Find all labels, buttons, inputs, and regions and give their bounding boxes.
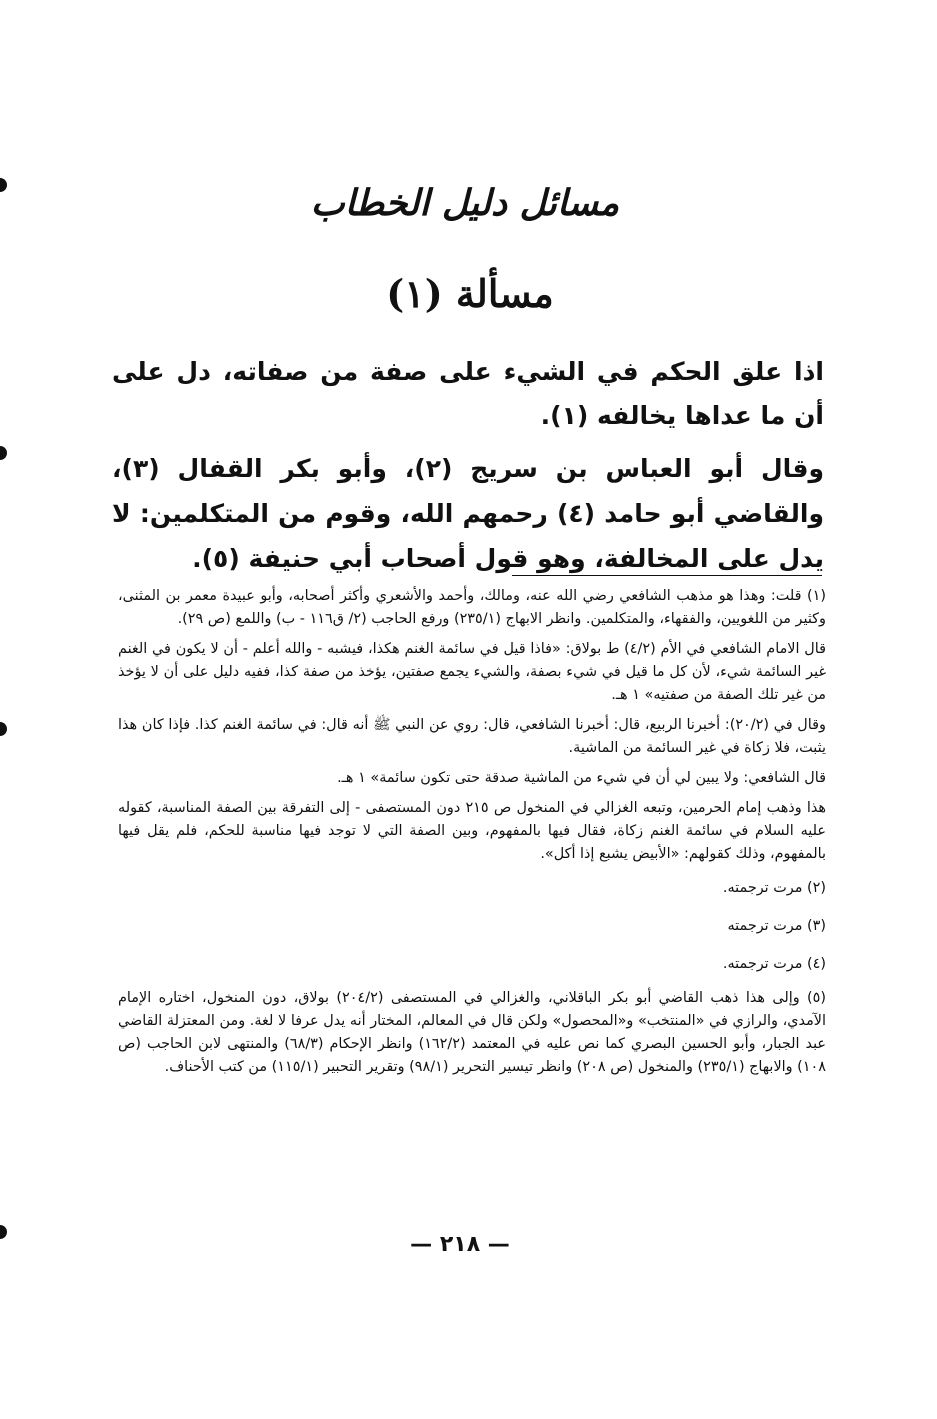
footnotes [118,585,826,1086]
footnote-separator [512,575,822,576]
footnote-4: (٤) مرت ترجمته. [722,956,826,972]
scan-edge-mark [0,446,7,460]
page-number: — ٢١٨ — [410,1232,510,1257]
footnote-3: (٣) مرت ترجمته [727,918,826,934]
footnote-1-quote-umm: قال الامام الشافعي في الأم (٤/٢) ط بولاق: «فاذا قيل في سائمة الغنم هكذا، فيشبه - والله أعلم - أن لا يكون في الغنم غير السائمة شيء، لأن كل ما قيل في شيء بصفة، والشيء يجمع صفتين، يؤخذ من صفة كذا، ففيه دليل على أن لا يؤخذ من غير تلك الصفة من صفتيه» ١ هـ. [118,641,827,703]
scan-edge-mark [0,1225,7,1239]
footnote-5: (٥) وإلى هذا ذهب القاضي أبو بكر الباقلاني، والغزالي في المستصفى (٢٠٤/٢) بولاق، دون المنخول، اختاره الإمام الآمدي، والرازي في «المنتخب» و«المحصول» ولكن قال في المعالم، المختار أنه يدل عرفا لا لغة. ومن المعتزلة القاضي عبد الجبار، وأبو الحسين البصري كما نص عليه في المعتمد (١٦٢/٢) وانظر الإحكام (٦٨/٣) والمنتهى لابن الحاجب (ص ١٠٨) والابهاج (٢٣٥/١) والمنخول (ص ٢٠٨) وانظر تيسير التحرير (٩٨/١) وتقرير التحبير (١١٥/١) من كتب الأحناف. [118,990,827,1075]
scan-edge-mark [0,178,7,192]
main-paragraph-2: وقال أبو العباس بن سريج (٢)، وأبو بكر القفال (٣)، والقاضي أبو حامد (٤) رحمهم الله، وقوم من المتكلمين: لا يدل على المخالفة، وهو قول أصحاب أبي حنيفة (٥). [112,454,824,573]
footnote-1-quote-2: وقال في (٢٠/٢): أخبرنا الربيع، قال: أخبرنا الشافعي، قال: روي عن النبي ﷺ أنه قال: في سائمة الغنم كذا. فإذا كان هذا يثبت، فلا زكاة في غير السائمة من الماشية. [118,717,826,756]
footnote-1: (١) قلت: وهذا هو مذهب الشافعي رضي الله عنه، ومالك، وأحمد والأشعري وأكثر أصحابه، وأبو عبيدة معمر بن المثنى، وكثير من اللغويين، والفقهاء، والمتكلمين. وانظر الابهاج (٢٣٥/١) ورفع الحاجب (٢/ ق١١٦ - ب) واللمع (ص ٢٩). [118,588,826,627]
main-paragraph-1: اذا علق الحكم في الشيء على صفة من صفاته، دل على أن ما عداها يخالفه (١). [112,357,824,430]
scan-edge-mark [0,722,7,736]
footnote-1-imam-haramayn: هذا وذهب إمام الحرمين، وتبعه الغزالي في المنخول ص ٢١٥ دون المستصفى - إلى التفرقة بين الصفة المناسبة، كقوله عليه السلام في سائمة الغنم زكاة، فقال فيها بالمفهوم، وبين الصفة التي لا توجد فيها مناسبة للحكم، فلم يقل فيها بالمفهوم، وذلك كقولهم: «الأبيض يشبع إذا أكل». [118,800,826,862]
issue-title: مسألة (١) [386,271,554,316]
footnote-2: (٢) مرت ترجمته. [722,880,826,896]
footnote-1-quote-3: قال الشافعي: ولا يبين لي أن في شيء من الماشية صدقة حتى تكون سائمة» ١ هـ. [337,770,826,786]
chapter-title: مسائل دليل الخطاب [310,182,620,224]
